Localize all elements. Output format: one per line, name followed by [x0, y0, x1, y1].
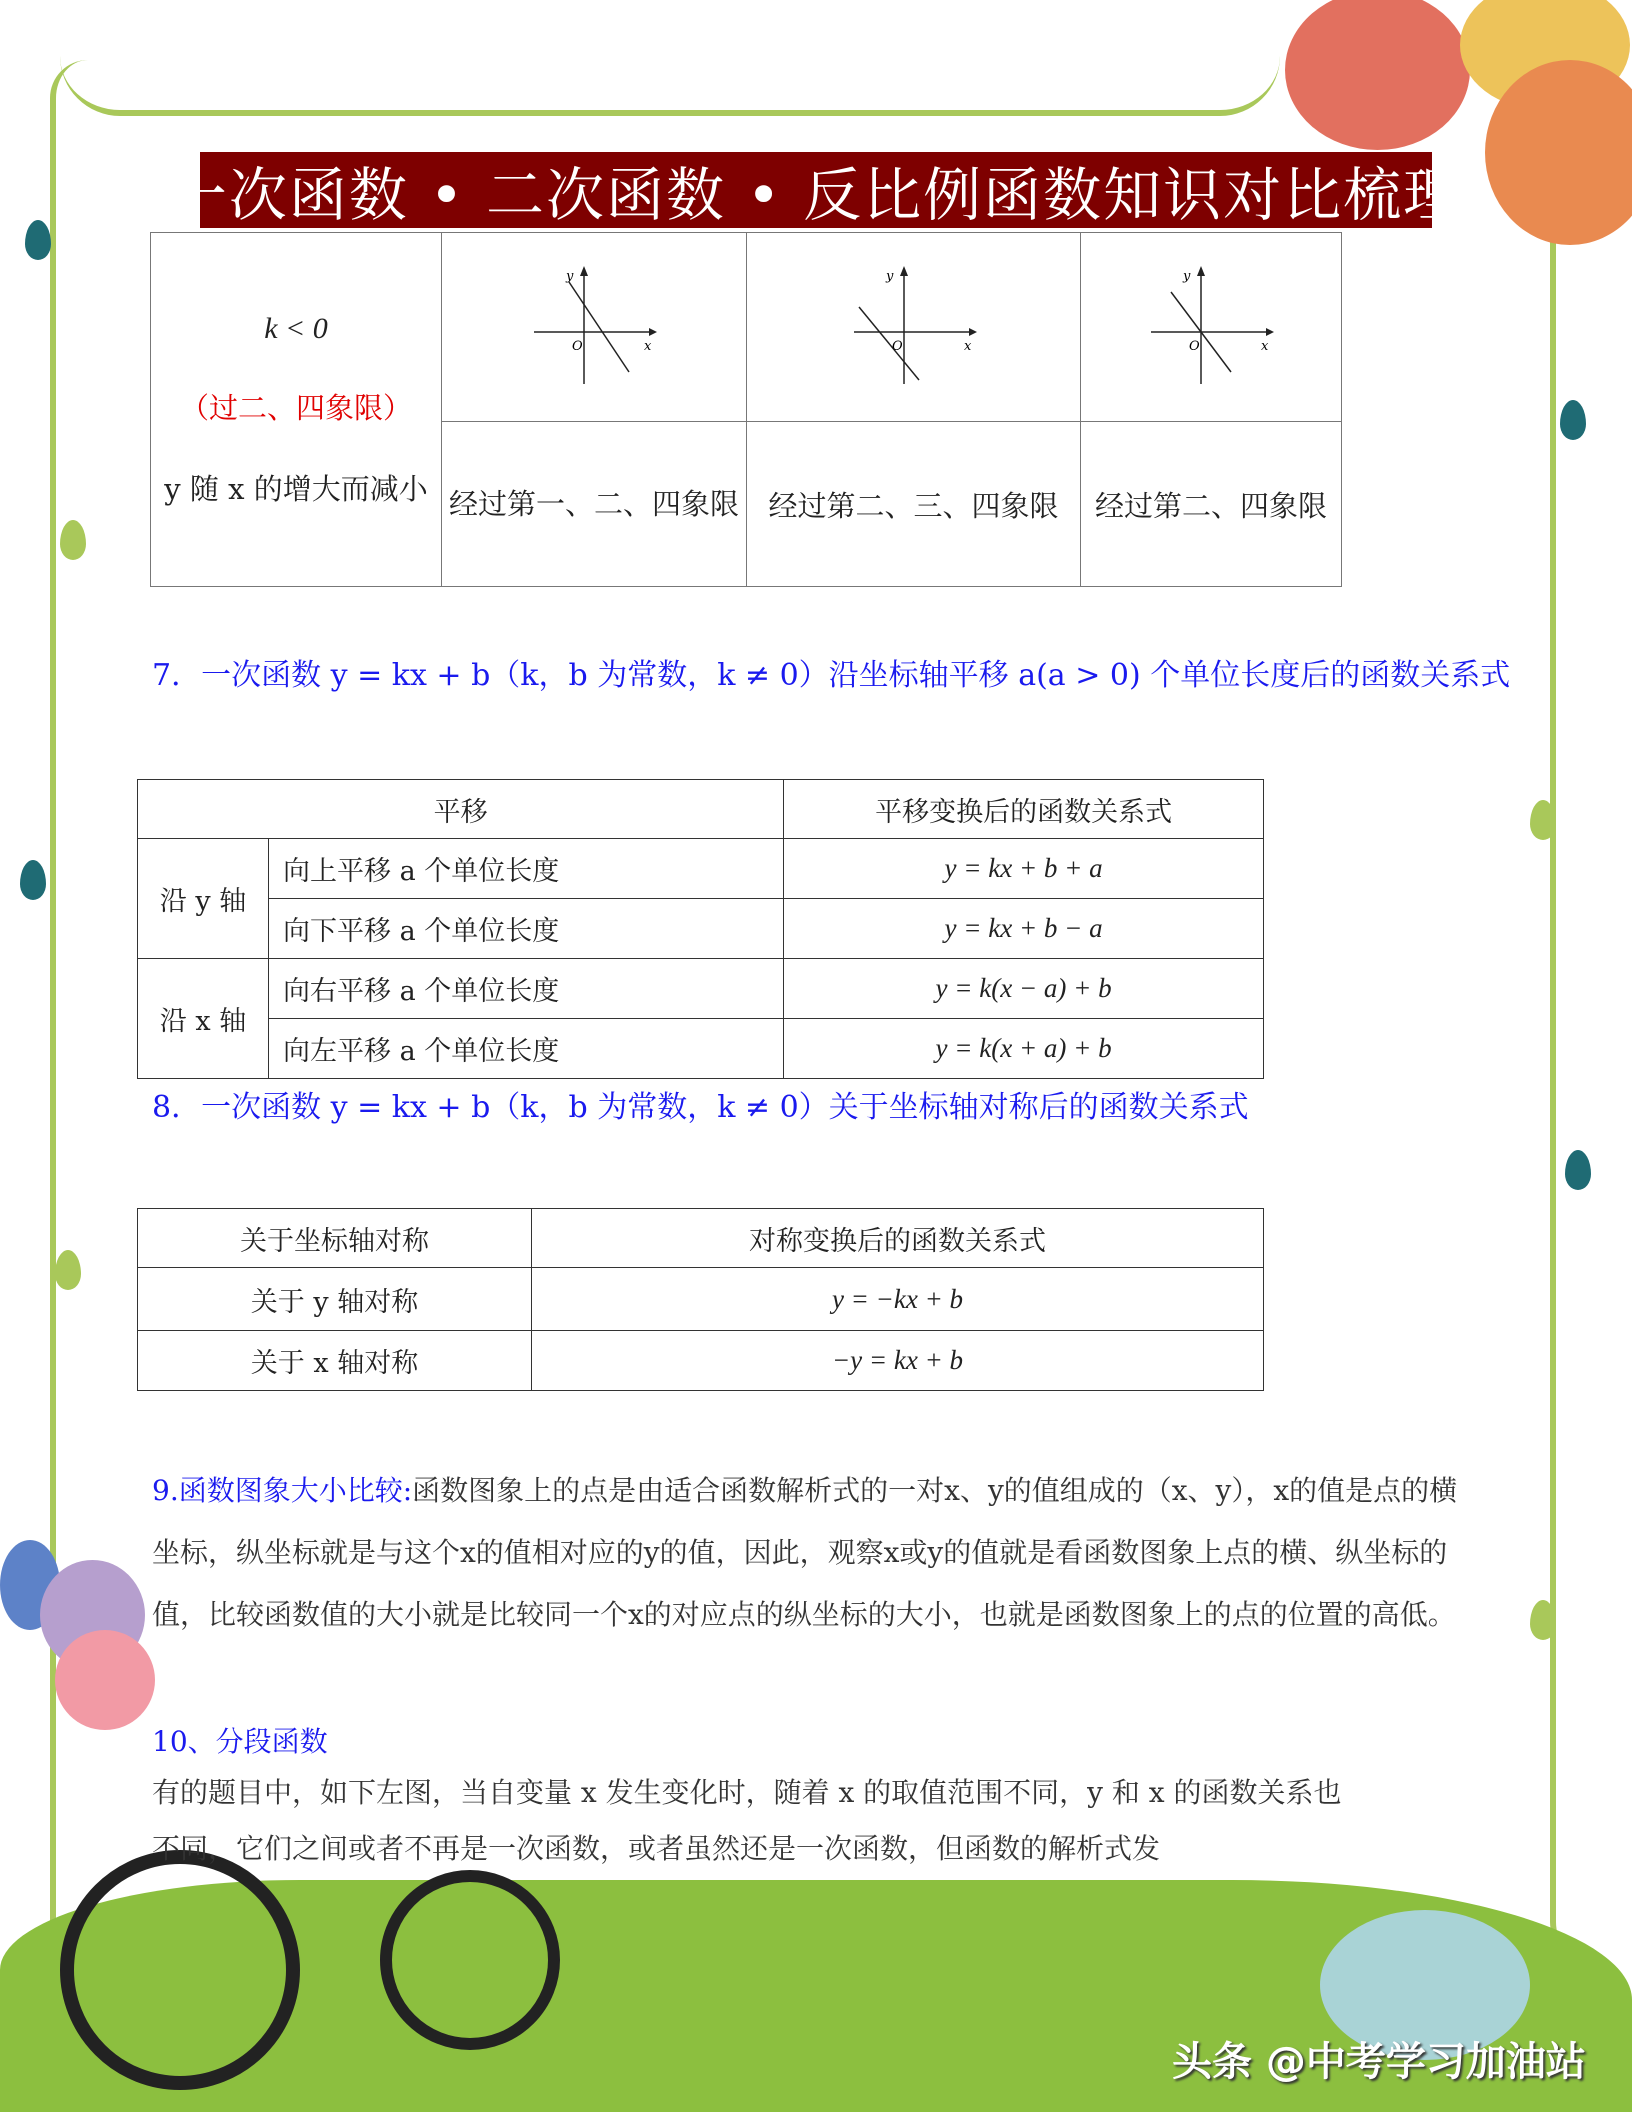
property-text: y 随 x 的增大而减小 — [164, 471, 428, 506]
operation-cell: 向左平移 a 个单位长度 — [269, 1019, 784, 1079]
symmetry-cell: 关于 x 轴对称 — [138, 1331, 532, 1391]
right-vine-decoration — [1520, 0, 1630, 2112]
quadrant-description: 经过第二、三、四象限 — [747, 422, 1081, 587]
balloon-pink-icon — [55, 1630, 155, 1730]
section-8-heading: 8．一次函数 y = kx + b（k，b 为常数，k ≠ 0）关于坐标轴对称后的函数关系式 — [152, 1090, 1249, 1125]
graph-line-through-1-2-4-icon — [524, 262, 664, 392]
leaf-icon — [1530, 1600, 1556, 1640]
graph-line-through-2-4-icon — [1141, 262, 1281, 392]
svg-text:y: y — [1183, 269, 1191, 284]
translation-table — [137, 779, 1264, 1079]
section-9-text: 函数图象上的点是由适合函数解析式的一对x、y的值组成的（x、y），x的值是点的横坐标，纵坐标就是与这个x的值相对应的y的值，因此，观察x或y的值就是看函数图象上点的横、纵坐标的值，比较函数值的大小就是比较同一个x的对应点的纵坐标的大小，也就是函数图象上的点的位置的高低。 — [152, 1474, 1458, 1631]
leaf-icon — [1530, 800, 1556, 840]
page-title: 一次函数 • 二次函数 • 反比例函数知识对比梳理 — [200, 152, 1432, 228]
svg-text:y: y — [885, 269, 893, 284]
quadrant-description: 经过第一、二、四象限 — [442, 422, 747, 587]
formula-cell: y = k(x + a) + b — [784, 1019, 1264, 1079]
column-header: 平移变换后的函数关系式 — [784, 780, 1264, 839]
leaf-icon — [55, 1250, 81, 1290]
section-10-paragraph: 有的题目中，如下左图，当自变量 x 发生变化时，随着 x 的取值范围不同，y 和 x 的函数关系也不同，它们之间或者不再是一次函数，或者虽然还是一次函数，但函数的解析式发 — [152, 1776, 1342, 1865]
formula-cell: y = kx + b + a — [784, 839, 1264, 899]
leaf-icon — [1560, 400, 1586, 440]
bicycle-icon — [60, 1850, 300, 2090]
section-9-paragraph — [152, 1460, 1482, 1646]
graph-cell — [1081, 233, 1342, 422]
leaf-icon — [60, 520, 86, 560]
leaf-icon — [25, 220, 51, 260]
bicycle-wheel-icon — [380, 1870, 560, 2050]
leaf-icon — [1565, 1150, 1591, 1190]
section-10-heading: 10、分段函数 — [152, 1725, 328, 1758]
column-header: 对称变换后的函数关系式 — [532, 1209, 1264, 1268]
graph-cell — [747, 233, 1081, 422]
watermark: 头条 @中考学习加油站 — [1172, 2039, 1586, 2085]
formula-cell: −y = kx + b — [532, 1331, 1264, 1391]
condition-text: k < 0 — [264, 311, 328, 345]
svg-text:x: x — [644, 339, 652, 354]
formula-cell: y = k(x − a) + b — [784, 959, 1264, 1019]
formula-cell: y = kx + b − a — [784, 899, 1264, 959]
leaf-icon — [20, 860, 46, 900]
column-header: 关于坐标轴对称 — [138, 1209, 532, 1268]
svg-text:O: O — [1189, 339, 1200, 354]
symmetry-cell: 关于 y 轴对称 — [138, 1268, 532, 1331]
svg-text:O: O — [572, 339, 583, 354]
graph-cell — [442, 233, 747, 422]
svg-text:x: x — [963, 339, 971, 354]
section-7-heading: 7．一次函数 y = kx + b（k，b 为常数，k ≠ 0）沿坐标轴平移 a(a > 0) 个单位长度后的函数关系式 — [152, 658, 1511, 693]
formula-cell: y = −kx + b — [532, 1268, 1264, 1331]
graph-line-through-2-3-4-icon — [844, 262, 984, 392]
k-negative-table — [150, 232, 1342, 587]
top-vine-decoration — [60, 20, 1280, 116]
axis-label: 沿 x 轴 — [138, 959, 269, 1079]
svg-text:y: y — [566, 269, 574, 284]
operation-cell: 向右平移 a 个单位长度 — [269, 959, 784, 1019]
svg-text:x: x — [1261, 339, 1269, 354]
quadrant-description: 经过第二、四象限 — [1081, 422, 1342, 587]
column-header: 平移 — [138, 780, 784, 839]
operation-cell: 向上平移 a 个单位长度 — [269, 839, 784, 899]
axis-label: 沿 y 轴 — [138, 839, 269, 959]
balloon-red-icon — [1285, 0, 1470, 150]
operation-cell: 向下平移 a 个单位长度 — [269, 899, 784, 959]
condition-cell — [151, 233, 442, 587]
quadrant-note: （过二、四象限） — [179, 390, 412, 425]
section-9-label: 9.函数图象大小比较: — [152, 1474, 413, 1507]
svg-text:O: O — [891, 339, 903, 354]
symmetry-table — [137, 1208, 1264, 1391]
left-vine-decoration — [10, 0, 120, 2112]
